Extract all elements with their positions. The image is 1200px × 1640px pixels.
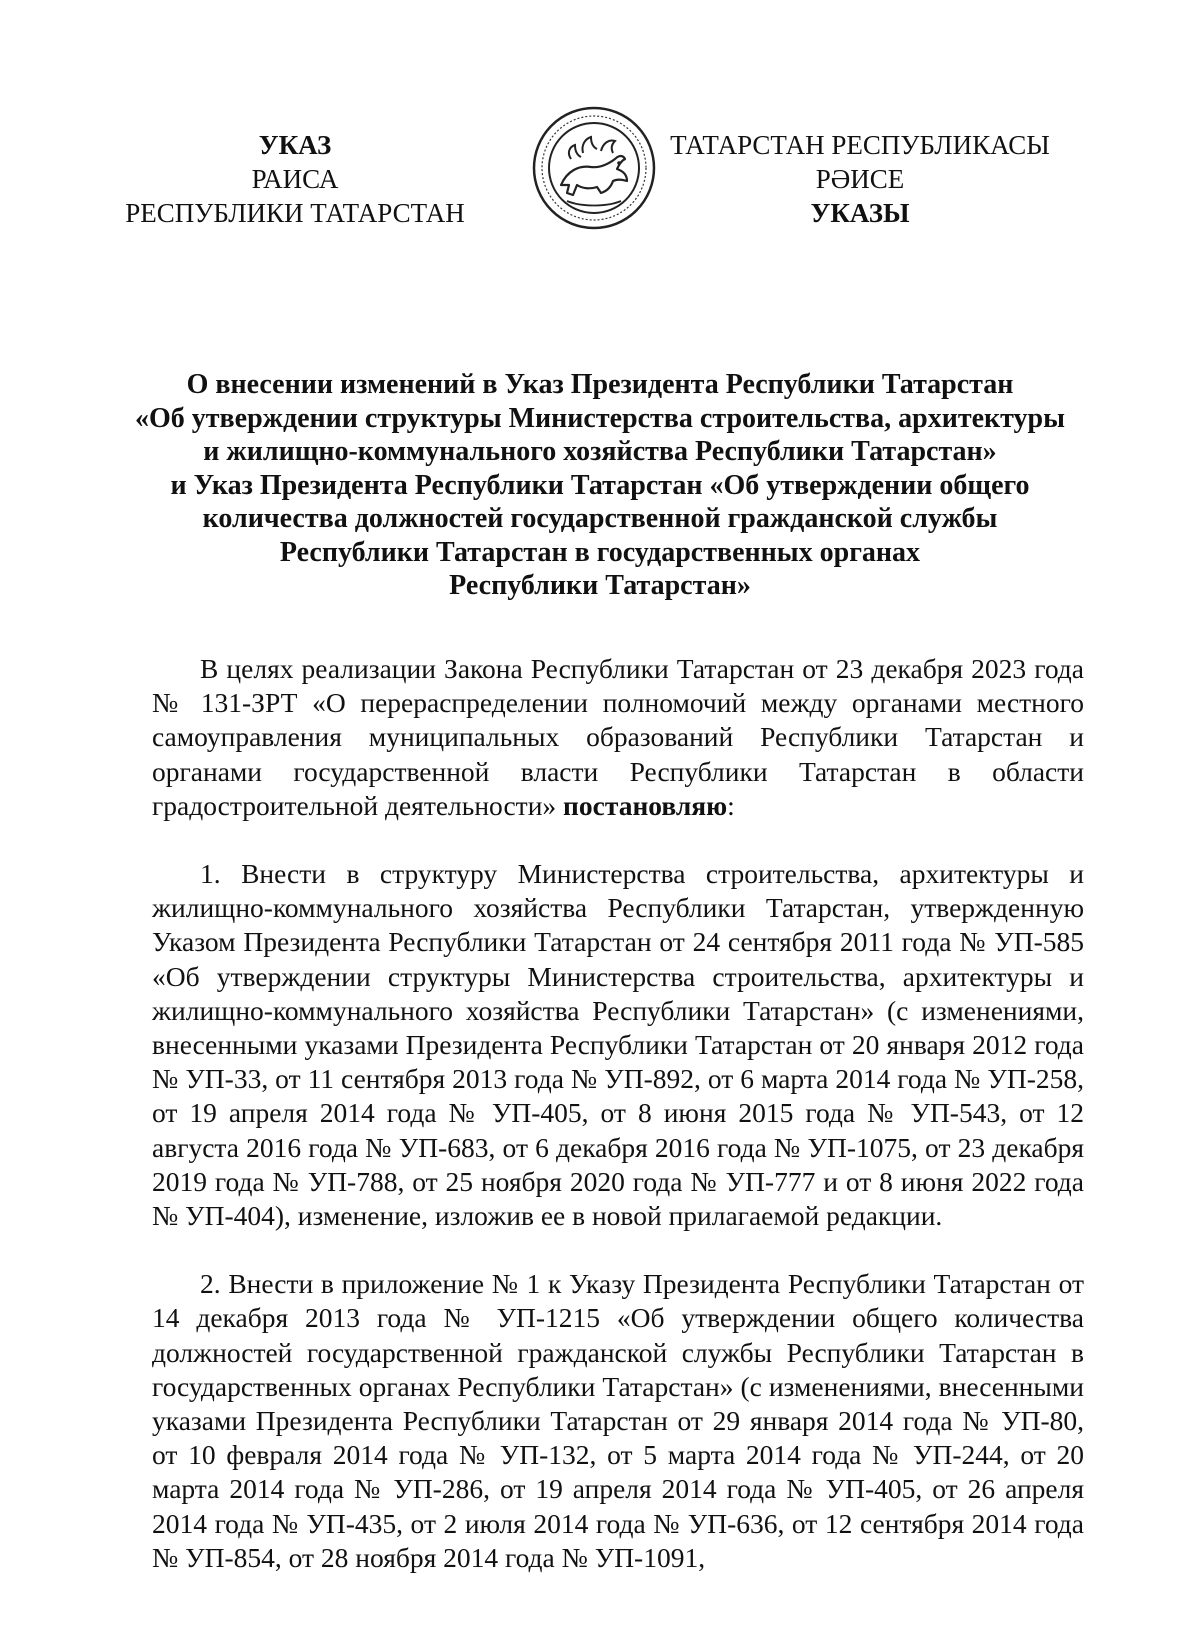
title-line: Республики Татарстан» <box>449 570 751 601</box>
header-left-block <box>120 128 470 230</box>
title-line: «Об утверждении структуры Министерства строительства, архитектуры <box>134 402 1065 434</box>
header-left-republic: РЕСПУБЛИКИ ТАТАРСТАН <box>125 198 465 228</box>
title-line: и Указ Президента Республики Татарстан «Об утверждении общего <box>170 469 1030 501</box>
header-right-republic: ТАТАРСТАН РЕСПУБЛИКАСЫ <box>670 130 1050 160</box>
preamble-colon: : <box>727 789 735 821</box>
paragraph-1: 1. Внести в структуру Министерства строительства, архитектуры и жилищно-коммунального хозяйства Республики Татарстан, утвержденную Указом Президента Республики Татарстан от 24 сентября 2011 года № УП-585 «Об утверждении структуры Министерства строительства, архитектуры и жилищно-коммунального хозяйства Республики Татарстан» (с изменениями, внесенными указами Президента Республики Татарстан от 20 января 2012 года № УП-33, от 11 сентября 2013 года № УП-892, от 6 марта 2014 года № УП-258, от 19 апреля 2014 года № УП-405, от 8 июня 2015 года № УП-543, от 12 августа 2016 года № УП-683, от 6 декабря 2016 года № УП-1075, от 23 декабря 2019 года № УП-788, от 25 ноября 2020 года № УП-777 и от 8 июня 2022 года № УП-404), изменение, изложив ее в новой прилагаемой редакции. <box>152 858 1084 1232</box>
title-line: количества должностей государственной гражданской службы <box>202 503 998 534</box>
preamble-paragraph <box>152 652 1084 823</box>
tatarstan-coat-of-arms-icon <box>531 105 657 231</box>
title-line: Республики Татарстан в государственных органах <box>279 536 921 568</box>
title-line: О внесении изменений в Указ Президента Республики Татарстан <box>186 369 1014 400</box>
header-right-decree: УКАЗЫ <box>810 198 910 228</box>
document-body <box>152 652 1084 1575</box>
header-right-raise: РӘИСЕ <box>815 164 905 194</box>
document-title <box>110 368 1090 603</box>
preamble-text: В целях реализации Закона Республики Татарстан от 23 декабря 2023 года № 131-ЗРТ «О перераспределении полномочий между органами местного самоуправления муниципальных образований Республики Татарстан и органами государственной власти Республики Татарстан в области градостроительной деятельности» <box>152 653 1084 821</box>
header-right-block <box>640 128 1080 230</box>
header-left-decree: УКАЗ <box>258 130 332 160</box>
paragraph-2: 2. Внести в приложение № 1 к Указу Президента Республики Татарстан от 14 декабря 2013 года № УП-1215 «Об утверждении общего количества должностей государственной гражданской службы Республики Татарстан в государственных органах Республики Татарстан» (с изменениями, внесенными указами Президента Республики Татарстан от 29 января 2014 года № УП-80, от 10 февраля 2014 года № УП-132, от 5 марта 2014 года № УП-244, от 20 марта 2014 года № УП-286, от 19 апреля 2014 года № УП-405, от 26 апреля 2014 года № УП-435, от 2 июля 2014 года № УП-636, от 12 сентября 2014 года № УП-854, от 28 ноября 2014 года № УП-1091, <box>152 1268 1084 1573</box>
decree-word: постановляю <box>563 789 728 821</box>
header-left-rais: РАИСА <box>251 164 339 194</box>
title-line: и жилищно-коммунального хозяйства Республики Татарстан» <box>203 436 997 467</box>
